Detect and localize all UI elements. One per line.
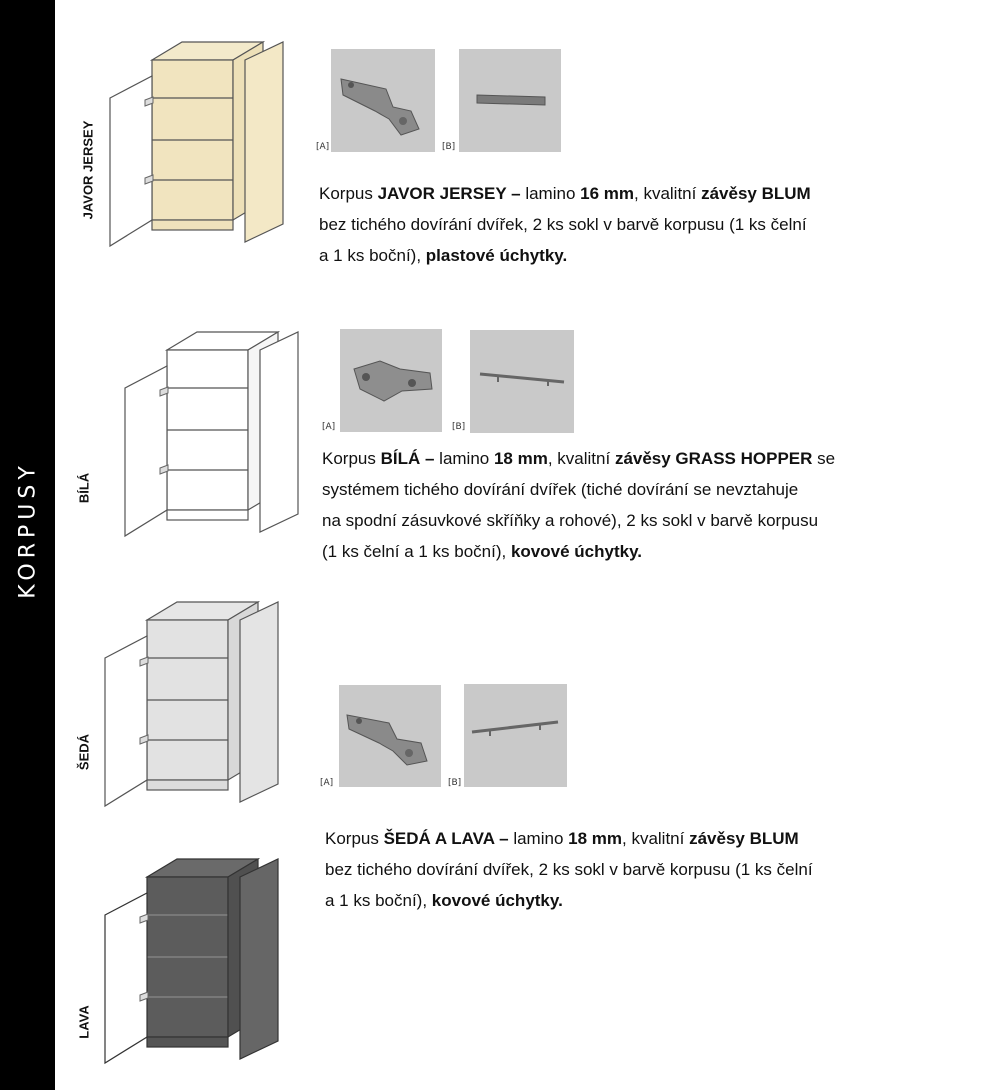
- handle-photo-b-2: [470, 330, 574, 433]
- cabinet-label-javor-jersey: JAVOR JERSEY: [80, 120, 96, 220]
- hinge-icon: [339, 685, 441, 787]
- description-bold-text: 18 mm: [493, 449, 548, 468]
- description-line: [319, 209, 811, 240]
- description-text: Korpus: [319, 184, 378, 203]
- description-seda-lava: [325, 823, 813, 916]
- handle-icon: [459, 49, 561, 152]
- description-bold-text: závěsy BLUM: [701, 184, 811, 203]
- cabinet-bila-icon: [120, 328, 305, 542]
- thumb-tag-a-1: [A]: [316, 142, 330, 152]
- description-bila: [322, 443, 835, 567]
- description-bold-text: kovové úchytky.: [510, 542, 642, 561]
- description-text: na spodní zásuvkové skříňky a rohové), 2 ks sokl v barvě korpusu: [322, 511, 819, 530]
- description-text: systémem tichého dovírání dvířek (tiché dovírání se nevztahuje: [322, 480, 799, 499]
- thumb-tag-b-3: [B]: [448, 778, 462, 788]
- description-text: Korpus: [322, 449, 381, 468]
- thumb-tag-b-1: [B]: [442, 142, 456, 152]
- cabinet-label-bila: BÍLÁ: [76, 472, 92, 504]
- description-line: [325, 823, 813, 854]
- description-line: [322, 536, 835, 567]
- cabinet-label-seda: ŠEDÁ: [76, 733, 92, 771]
- hinge-icon: [331, 49, 435, 152]
- cabinet-seda-icon: [100, 598, 285, 812]
- thumb-tag-a-2: [A]: [322, 422, 336, 432]
- description-line: [322, 443, 835, 474]
- description-text: , kvalitní: [622, 829, 690, 848]
- hinge-photo-a-2: [340, 329, 442, 432]
- description-bold-text: 18 mm: [568, 829, 622, 848]
- description-bold-text: ŠEDÁ A LAVA –: [383, 829, 509, 848]
- description-line: [319, 240, 811, 271]
- hinge-icon: [340, 329, 442, 432]
- description-line: [325, 885, 813, 916]
- description-line: [322, 474, 835, 505]
- description-text: lamino: [508, 829, 569, 848]
- cabinet-lava-icon: [100, 855, 285, 1069]
- description-bold-text: JAVOR JERSEY –: [377, 184, 521, 203]
- description-line: [322, 505, 835, 536]
- description-text: a 1 ks boční),: [319, 246, 426, 265]
- description-line: [325, 854, 813, 885]
- thumb-tag-b-2: [B]: [452, 422, 466, 432]
- description-text: (1 ks čelní a 1 ks boční),: [322, 542, 511, 561]
- hinge-photo-a-3: [339, 685, 441, 787]
- description-bold-text: BÍLÁ –: [380, 449, 435, 468]
- thumb-tag-a-3: [A]: [320, 778, 334, 788]
- description-text: , kvalitní: [634, 184, 702, 203]
- description-bold-text: 16 mm: [580, 184, 634, 203]
- description-bold-text: kovové úchytky.: [431, 891, 563, 910]
- handle-photo-b-3: [464, 684, 567, 787]
- description-text: lamino: [520, 184, 581, 203]
- handle-icon: [464, 684, 567, 787]
- handle-photo-b-1: [459, 49, 561, 152]
- cabinet-javor-jersey-icon: [105, 38, 290, 252]
- description-text: lamino: [434, 449, 494, 468]
- description-bold-text: závěsy GRASS HOPPER: [614, 449, 813, 468]
- description-text: bez tichého dovírání dvířek, 2 ks sokl v barvě korpusu (1 ks čelní: [319, 215, 807, 234]
- description-text: Korpus: [325, 829, 384, 848]
- sidebar-title: KORPUSY: [15, 461, 41, 599]
- description-bold-text: závěsy BLUM: [689, 829, 799, 848]
- handle-icon: [470, 330, 574, 433]
- hinge-photo-a-1: [331, 49, 435, 152]
- description-text: , kvalitní: [547, 449, 615, 468]
- description-javor-jersey: [319, 178, 811, 271]
- description-text: bez tichého dovírání dvířek, 2 ks sokl v barvě korpusu (1 ks čelní: [325, 860, 813, 879]
- description-bold-text: plastové úchytky.: [425, 246, 568, 265]
- description-line: [319, 178, 811, 209]
- cabinet-label-lava: LAVA: [76, 1005, 92, 1039]
- description-text: se: [812, 449, 836, 468]
- description-text: a 1 ks boční),: [325, 891, 432, 910]
- sidebar: [0, 0, 55, 1090]
